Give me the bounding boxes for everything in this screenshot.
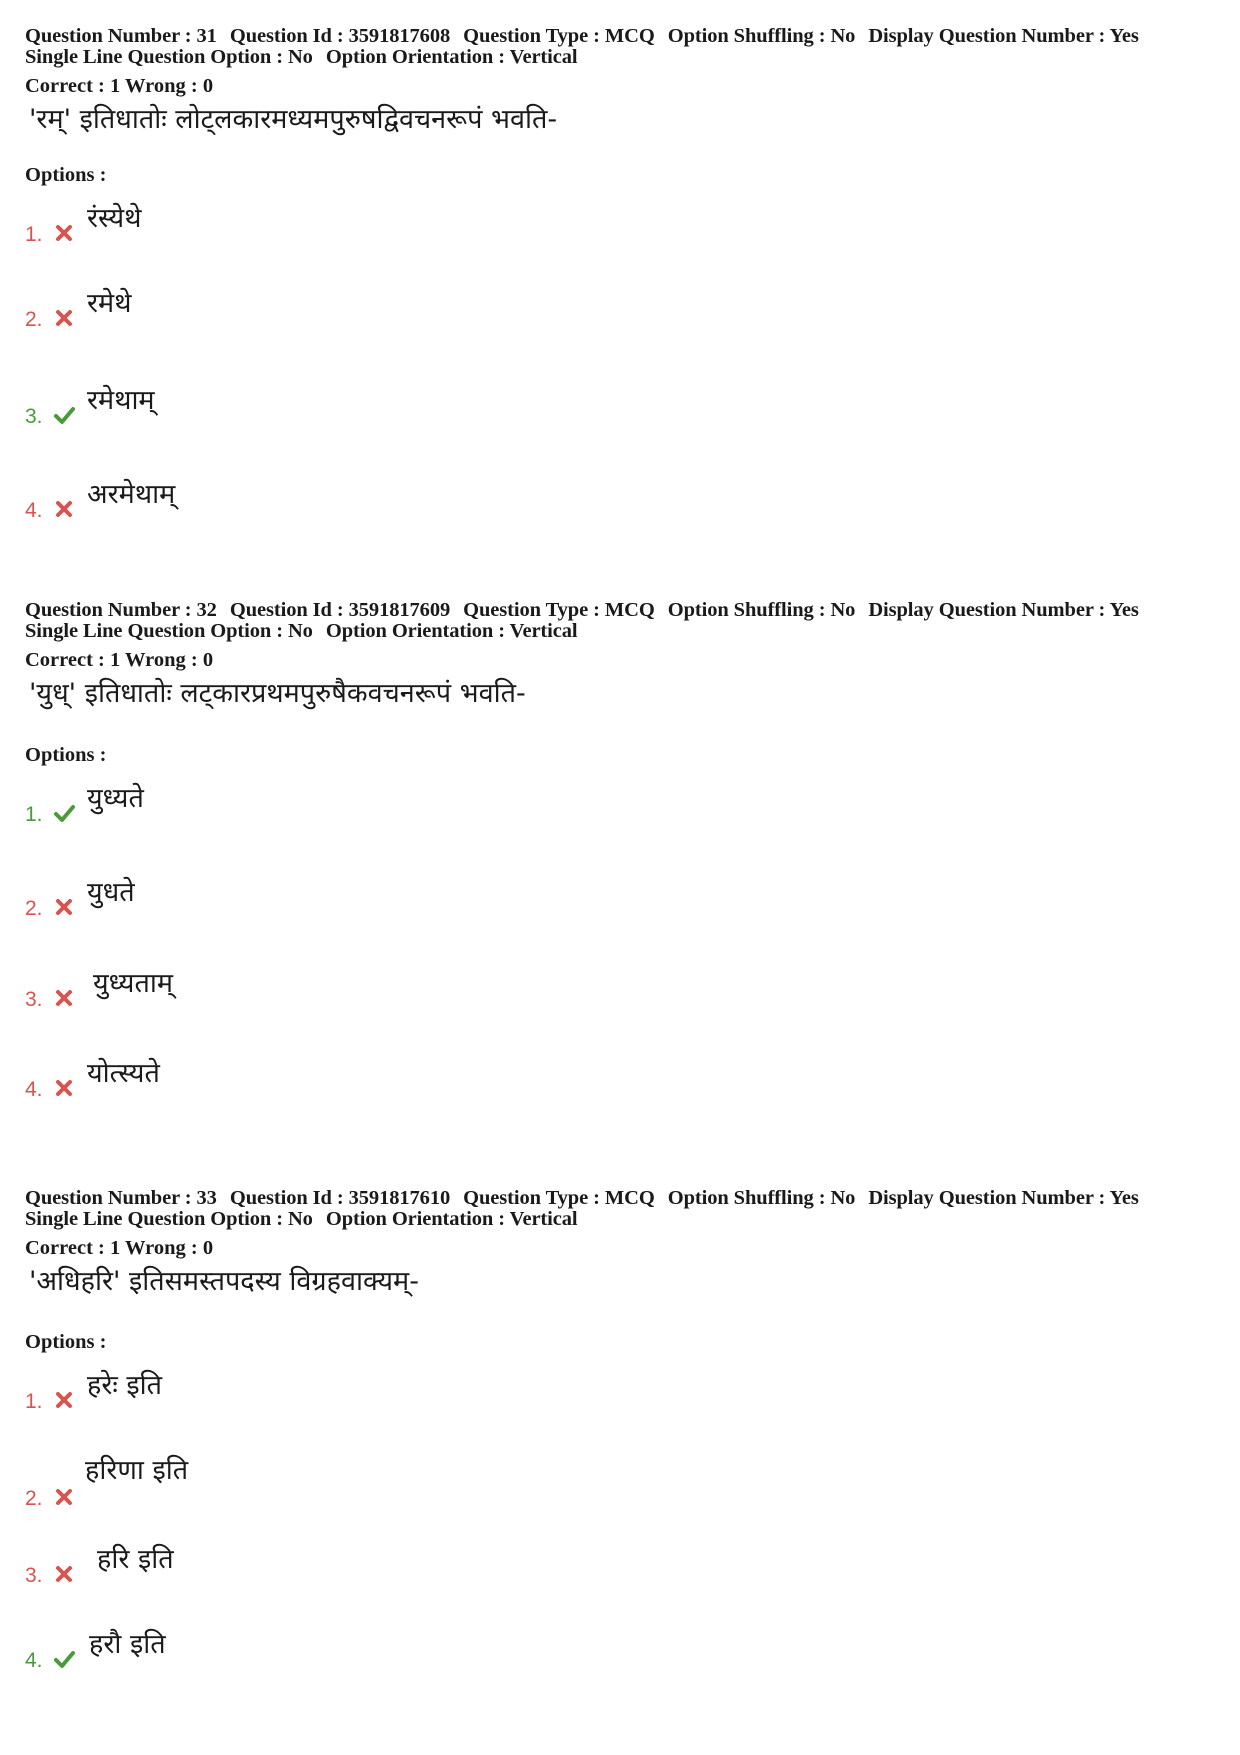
option-text: युधते	[87, 877, 135, 908]
option-item	[25, 968, 625, 1011]
option-text: हरिणा इति	[85, 1455, 189, 1486]
option-text: युध्यताम्	[93, 968, 174, 999]
option-number: 4.	[25, 1649, 43, 1672]
option-text: रमेथाम्	[87, 385, 155, 416]
cross-icon	[53, 307, 75, 329]
option-item-correct	[25, 1629, 625, 1672]
score-line: Correct : 1 Wrong : 0	[25, 75, 214, 97]
question-number: Question Number : 33	[25, 1187, 217, 1209]
option-number: 3.	[25, 1564, 43, 1587]
cross-icon	[53, 1563, 75, 1585]
option-number: 2.	[25, 1487, 43, 1510]
question-type: Question Type : MCQ	[463, 599, 655, 621]
question-meta-line-1	[25, 1188, 1215, 1209]
option-number: 2.	[25, 308, 43, 331]
option-shuffling: Option Shuffling : No	[667, 25, 856, 47]
display-question-number: Display Question Number : Yes	[868, 25, 1139, 47]
option-text: हरेः इति	[87, 1370, 163, 1401]
cross-icon	[53, 498, 75, 520]
option-item	[25, 1370, 625, 1413]
cross-icon	[53, 896, 75, 918]
question-id: Question Id : 3591817610	[229, 1187, 451, 1209]
option-text: रमेथे	[87, 288, 132, 319]
option-shuffling: Option Shuffling : No	[667, 1187, 856, 1209]
option-item-correct	[25, 783, 625, 826]
option-number: 3.	[25, 988, 43, 1011]
option-text: रंस्येथे	[87, 203, 142, 234]
check-icon	[53, 1648, 75, 1670]
question-number: Question Number : 31	[25, 25, 217, 47]
single-line-option: Single Line Question Option : No	[25, 46, 313, 68]
option-text: हरि इति	[97, 1544, 174, 1575]
question-meta-line-1	[25, 26, 1215, 47]
option-item	[25, 1455, 625, 1510]
cross-icon	[53, 1486, 75, 1508]
single-line-option: Single Line Question Option : No	[25, 1208, 313, 1230]
cross-icon	[53, 987, 75, 1009]
score-line: Correct : 1 Wrong : 0	[25, 1237, 214, 1259]
question-text: 'रम्' इतिधातोः लोट्लकारमध्यमपुरुषद्विवचनरूपं भवति-	[29, 104, 558, 135]
option-orientation: Option Orientation : Vertical	[325, 1208, 578, 1230]
option-item	[25, 203, 625, 246]
option-item	[25, 288, 625, 331]
score-line: Correct : 1 Wrong : 0	[25, 649, 214, 671]
option-number: 3.	[25, 405, 43, 428]
option-item-correct	[25, 385, 625, 428]
question-text: 'अधिहरि' इतिसमस्तपदस्य विग्रहवाक्यम्-	[29, 1266, 419, 1297]
question-block	[25, 1187, 1215, 1672]
display-question-number: Display Question Number : Yes	[868, 1187, 1139, 1209]
option-number: 1.	[25, 1390, 43, 1413]
question-meta-line-2	[25, 47, 1215, 68]
option-number: 2.	[25, 897, 43, 920]
question-number: Question Number : 32	[25, 599, 217, 621]
option-item	[25, 1544, 625, 1587]
check-icon	[53, 404, 75, 426]
cross-icon	[53, 1389, 75, 1411]
question-type: Question Type : MCQ	[463, 1187, 655, 1209]
question-id: Question Id : 3591817608	[229, 25, 451, 47]
option-shuffling: Option Shuffling : No	[667, 599, 856, 621]
display-question-number: Display Question Number : Yes	[868, 599, 1139, 621]
option-number: 1.	[25, 223, 43, 246]
option-item	[25, 877, 625, 920]
cross-icon	[53, 1077, 75, 1099]
option-number: 1.	[25, 803, 43, 826]
option-item	[25, 1058, 625, 1101]
question-block	[25, 599, 1215, 1101]
option-text: योत्स्यते	[87, 1058, 160, 1089]
option-text: अरमेथाम्	[87, 479, 176, 510]
check-icon	[53, 802, 75, 824]
question-block	[25, 25, 1215, 522]
question-meta-line-1	[25, 600, 1215, 621]
question-id: Question Id : 3591817609	[229, 599, 451, 621]
options-label: Options :	[25, 164, 107, 186]
option-orientation: Option Orientation : Vertical	[325, 46, 578, 68]
single-line-option: Single Line Question Option : No	[25, 620, 313, 642]
question-type: Question Type : MCQ	[463, 25, 655, 47]
option-number: 4.	[25, 499, 43, 522]
cross-icon	[53, 222, 75, 244]
option-orientation: Option Orientation : Vertical	[325, 620, 578, 642]
question-text: 'युध्' इतिधातोः लट्कारप्रथमपुरुषैकवचनरूपं भवति-	[29, 678, 526, 709]
option-item	[25, 479, 625, 522]
options-label: Options :	[25, 744, 107, 766]
question-meta-line-2	[25, 1209, 1215, 1230]
option-number: 4.	[25, 1078, 43, 1101]
option-text: युध्यते	[87, 783, 144, 814]
option-text: हरौ इति	[89, 1629, 166, 1660]
options-label: Options :	[25, 1331, 107, 1353]
question-meta-line-2	[25, 621, 1215, 642]
